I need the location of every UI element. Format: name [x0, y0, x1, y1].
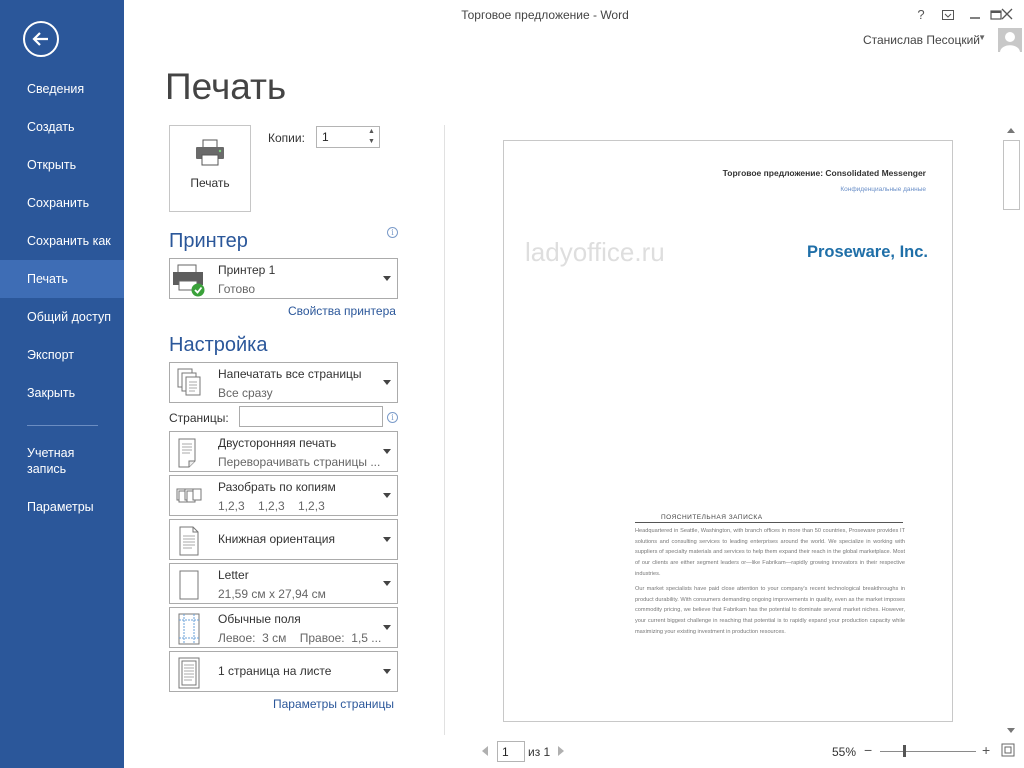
margins-icon [176, 612, 202, 646]
orientation-select[interactable] [169, 519, 398, 560]
avatar-icon [998, 28, 1022, 52]
printer-name: Принтер 1 [218, 263, 276, 277]
company-name: Proseware, Inc. [806, 243, 928, 261]
zoom-level[interactable]: 55% [832, 745, 857, 759]
print-button-label: Печать [190, 176, 230, 190]
collate-select[interactable] [169, 475, 398, 516]
nav-separator [27, 425, 98, 426]
duplex-select[interactable] [169, 431, 398, 472]
next-page-icon[interactable] [558, 746, 564, 756]
duplex-print-icon [176, 436, 202, 470]
page-number-input[interactable] [497, 741, 525, 762]
duplex-title: Двусторонняя печать [218, 436, 337, 450]
memo-rule [635, 522, 903, 523]
margins-select[interactable] [169, 607, 398, 648]
printer-heading: Принтер [169, 230, 248, 252]
all-pages-icon [176, 367, 202, 401]
margins-title: Обычные поля [218, 612, 301, 626]
printer-select[interactable] [169, 258, 398, 299]
print-range-select[interactable] [169, 362, 398, 403]
print-button[interactable] [169, 125, 251, 212]
paper-size-icon [176, 568, 202, 602]
print-range-subtitle: Все сразу [218, 386, 273, 400]
page-setup-link[interactable]: Параметры страницы [273, 697, 394, 711]
nav-item-close[interactable]: Закрыть [27, 386, 76, 400]
print-range-title: Напечатать все страницы [218, 367, 362, 381]
zoom-to-page-icon[interactable] [1001, 743, 1015, 757]
margins-subtitle: Левое: 3 см Правое: 1,5 ... [218, 631, 382, 645]
backstage-nav [0, 0, 124, 768]
printer-properties-link[interactable]: Свойства принтера [288, 304, 396, 318]
user-avatar[interactable] [998, 28, 1022, 52]
paper-size-subtitle: 21,59 см x 27,94 см [218, 587, 326, 601]
doc-header-title: Торговое предложение: Consolidated Messenger [722, 168, 926, 178]
copies-label: Копии: [268, 131, 305, 145]
collate-subtitle: 1,2,3 1,2,3 1,2,3 [218, 499, 325, 513]
maximize-button[interactable] [968, 6, 990, 24]
scroll-thumb[interactable] [1003, 140, 1020, 210]
close-icon [1001, 8, 1013, 20]
portrait-orientation-icon [176, 524, 202, 558]
back-button[interactable] [23, 21, 59, 57]
printer-icon [194, 139, 226, 167]
ribbon-display-button[interactable] [937, 6, 959, 24]
collate-icon [176, 480, 202, 514]
preview-scrollbar[interactable] [1003, 126, 1020, 735]
collate-title: Разобрать по копиям [218, 480, 336, 494]
chevron-down-icon [383, 493, 391, 498]
previous-page-icon[interactable] [482, 746, 488, 756]
pages-input[interactable] [239, 406, 383, 427]
chevron-down-icon [383, 625, 391, 630]
paper-size-title: Letter [218, 568, 249, 582]
printer-status: Готово [218, 282, 256, 296]
chevron-down-icon [383, 581, 391, 586]
page-count: из 1 [528, 745, 551, 759]
printer-ready-icon [172, 263, 208, 297]
ribbon-display-icon [942, 10, 954, 20]
doc-header-subtitle: Конфиденциальные данные [840, 186, 926, 193]
nav-item-print[interactable]: Печать [0, 260, 124, 298]
zoom-slider[interactable] [880, 751, 976, 752]
back-arrow-icon [31, 29, 51, 49]
scroll-up-icon[interactable] [1007, 128, 1015, 133]
nav-item-account[interactable]: Учетная запись [27, 446, 75, 476]
pages-info-icon[interactable]: i [387, 412, 398, 423]
memo-paragraph-2: Our market specialists have paid close attention to your company's recent technological breakthroughs in product durability. With consumers demanding ongoing improvements in quality, even as the market imposes commodity pricing, we believe that Fabrikam has the potential to dominate several market niches. However, your current biggest challenge in reaching that potential is to rapidly expand your production capacity while maximizing your existing investment in production resources. [635, 586, 905, 635]
nav-item-save-as[interactable]: Сохранить как [27, 234, 111, 248]
user-name[interactable]: Станислав Песоцкий [862, 33, 980, 47]
memo-title: ПОЯСНИТЕЛЬНАЯ ЗАПИСКА [661, 514, 763, 521]
scroll-down-icon[interactable] [1007, 728, 1015, 733]
zoom-in-button[interactable]: + [982, 742, 991, 758]
nav-item-info[interactable]: Сведения [27, 82, 85, 96]
zoom-out-button[interactable]: − [864, 742, 873, 758]
pages-per-sheet-icon [176, 656, 202, 690]
chevron-down-icon [383, 537, 391, 542]
nav-item-save[interactable]: Сохранить [27, 196, 90, 210]
chevron-down-icon [383, 449, 391, 454]
chevron-down-icon [383, 669, 391, 674]
watermark: ladyoffice.ru [525, 237, 665, 267]
settings-heading: Настройка [169, 334, 268, 356]
nav-item-export[interactable]: Экспорт [27, 348, 74, 362]
nav-item-options[interactable]: Параметры [27, 500, 94, 514]
paper-size-select[interactable] [169, 563, 398, 604]
chevron-down-icon [383, 276, 391, 281]
print-preview-page [503, 140, 953, 722]
copies-stepper[interactable]: ▲ ▼ [368, 128, 375, 145]
chevron-down-icon [383, 380, 391, 385]
pages-per-sheet-select[interactable] [169, 651, 398, 692]
duplex-subtitle: Переворачивать страницы ... [218, 455, 381, 469]
panel-divider [444, 125, 445, 735]
printer-info-icon[interactable]: i [387, 227, 398, 238]
pages-label: Страницы: [169, 411, 229, 425]
zoom-slider-thumb[interactable] [903, 745, 906, 757]
nav-item-share[interactable]: Общий доступ [27, 310, 111, 324]
window-title: Торговое предложение - Word [461, 8, 629, 22]
nav-item-open[interactable]: Открыть [27, 158, 77, 172]
pages-per-sheet-title: 1 страница на листе [218, 664, 332, 678]
orientation-title: Книжная ориентация [218, 532, 335, 546]
page-title: Печать [165, 66, 287, 107]
close-window-button[interactable] [996, 6, 1018, 24]
user-menu-caret-icon[interactable]: ▼ [978, 33, 986, 42]
memo-paragraph-1: Headquartered in Seattle, Washington, with branch offices in more than 50 countries, Proseware provides IT solutions and consulting services to leading enterprises around the world. We specialize in working with suppliers of specialty materials and services to help them expand their reach in the global marketplace. Most of our clients are either segment leaders or—like Fabrikam—rapidly growing innovators in their respective industries. [635, 528, 905, 577]
nav-item-new[interactable]: Создать [27, 120, 75, 134]
help-button[interactable]: ? [917, 7, 925, 22]
